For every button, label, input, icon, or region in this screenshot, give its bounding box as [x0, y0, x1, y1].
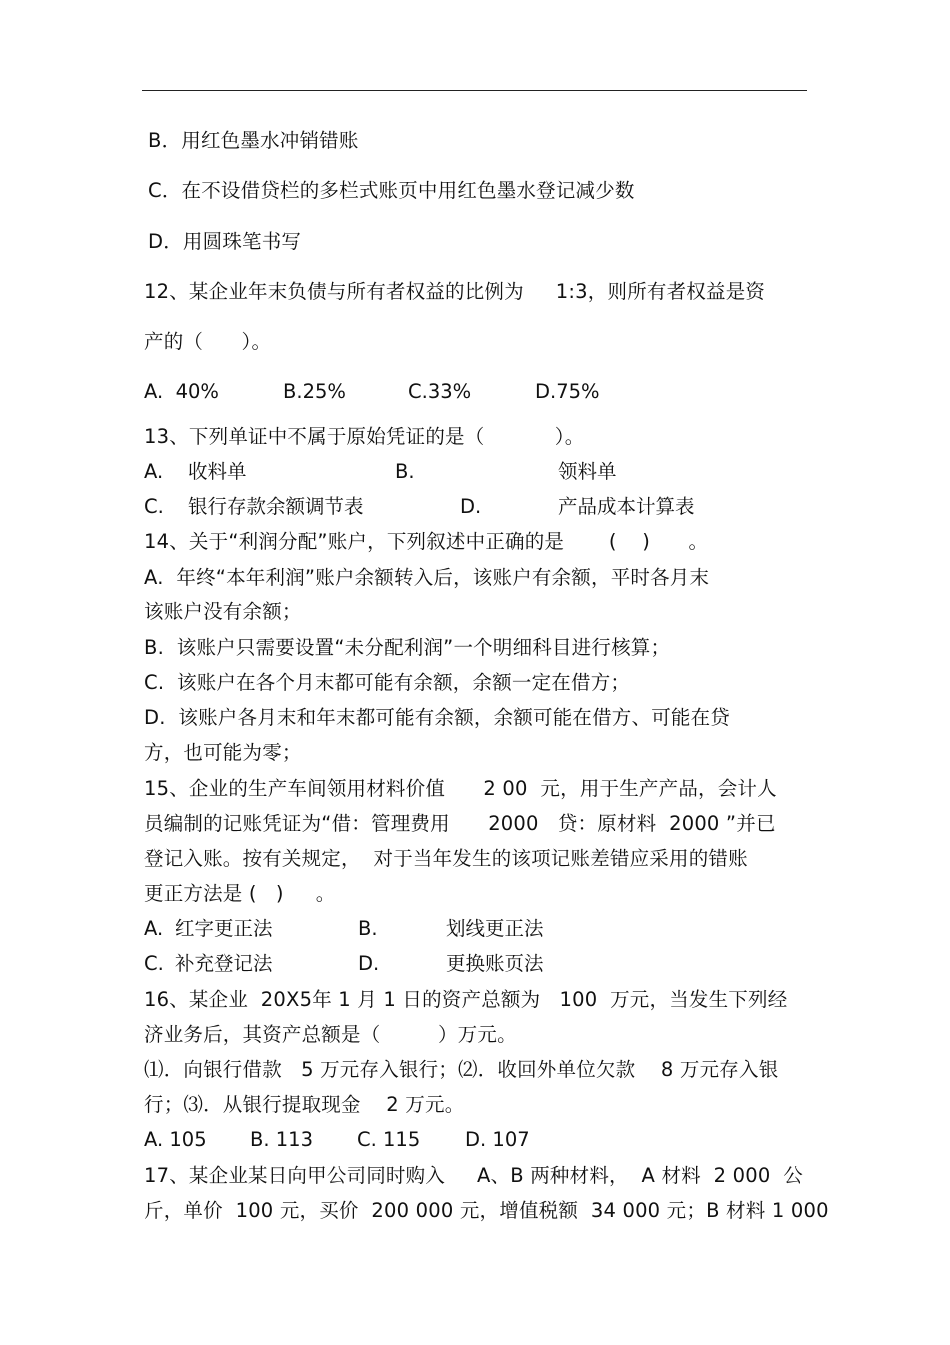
q14-stem: 14、关于“利润分配”账户，下列叙述中正确的是 ( ) 。 [144, 530, 709, 553]
q13-option-b-text: 领料单 [558, 460, 617, 483]
q15-option-b-text: 划线更正法 [446, 917, 544, 940]
q14-line: A. 年终“本年利润”账户余额转入后，该账户有余额，平时各月末 [144, 566, 710, 589]
q15-line: 员编制的记账凭证为“借：管理费用 2000 贷：原材料 2000 ”并已 [144, 812, 776, 835]
q16-option-b: B. 113 [250, 1128, 313, 1151]
q16-line: 16、某企业 20X5年 1 月 1 日的资产总额为 100 万元，当发生下列经 [144, 988, 788, 1011]
q16-option-d: D. 107 [465, 1128, 530, 1151]
q15-option-c-text: 补充登记法 [175, 952, 273, 975]
q14-line: C. 该账户在各个月末都可能有余额，余额一定在借方； [144, 671, 631, 694]
q16-option-c: C. 115 [357, 1128, 421, 1151]
q12-option-b: B.25% [283, 380, 346, 403]
q15-line: 15、企业的生产车间领用材料价值 2 00 元，用于生产产品，会计人 [144, 777, 777, 800]
q15-option-a-label: A. [144, 917, 164, 940]
q15-line: 登记入账。按有关规定， 对于当年发生的该项记账差错应采用的错账 [144, 847, 748, 870]
q16-line: 行；⑶．从银行提取现金 2 万元。 [144, 1093, 465, 1116]
q17-line: 斤，单价 100 元，买价 200 000 元，增值税额 34 000 元；B 材料 1 000 [144, 1199, 829, 1222]
q13-option-c-text: 银行存款余额调节表 [188, 495, 364, 518]
q16-line: 济业务后，其资产总额是（ ）万元。 [144, 1023, 517, 1046]
q15-option-d-text: 更换账页法 [446, 952, 544, 975]
q15-option-c-label: C. [144, 952, 164, 975]
q14-line: D. 该账户各月末和年末都可能有余额，余额可能在借方、可能在贷 [144, 706, 731, 729]
q13-option-d-text: 产品成本计算表 [558, 495, 695, 518]
q13-option-b-label: B. [395, 460, 415, 483]
q13-option-a-text: 收料单 [188, 460, 247, 483]
q12-option-a: A. 40% [144, 380, 219, 403]
q12-option-d: D.75% [535, 380, 600, 403]
q11-option-d: D．用圆珠笔书写 [148, 230, 302, 253]
q12-stem-line1: 12、某企业年末负债与所有者权益的比例为 1:3，则所有者权益是资 [144, 280, 766, 303]
q15-line: 更正方法是 ( ) 。 [144, 882, 336, 905]
q14-line: 该账户没有余额； [144, 600, 302, 623]
q13-option-a-label: A. [144, 460, 164, 483]
q17-line: 17、某企业某日向甲公司同时购入 A、B 两种材料， A 材料 2 000 公 [144, 1164, 803, 1187]
q13-option-d-label: D. [460, 495, 482, 518]
q16-option-a: A. 105 [144, 1128, 207, 1151]
q14-line: B. 该账户只需要设置“未分配利润”一个明细科目进行核算； [144, 636, 671, 659]
q14-line: 方，也可能为零； [144, 741, 302, 764]
q15-option-a-text: 红字更正法 [175, 917, 273, 940]
q12-option-c: C.33% [408, 380, 472, 403]
q13-stem: 13、下列单证中不属于原始凭证的是（ ）。 [144, 425, 585, 448]
q15-option-d-label: D. [358, 952, 380, 975]
q16-line: ⑴．向银行借款 5 万元存入银行；⑵．收回外单位欠款 8 万元存入银 [144, 1058, 779, 1081]
q11-option-c: C．在不设借贷栏的多栏式账页中用红色墨水登记减少数 [148, 179, 635, 202]
q12-stem-line2: 产的（ ）。 [144, 330, 272, 353]
q15-option-b-label: B. [358, 917, 378, 940]
q11-option-b: B．用红色墨水冲销错账 [148, 129, 359, 152]
q13-option-c-label: C. [144, 495, 164, 518]
header-rule [142, 90, 807, 91]
